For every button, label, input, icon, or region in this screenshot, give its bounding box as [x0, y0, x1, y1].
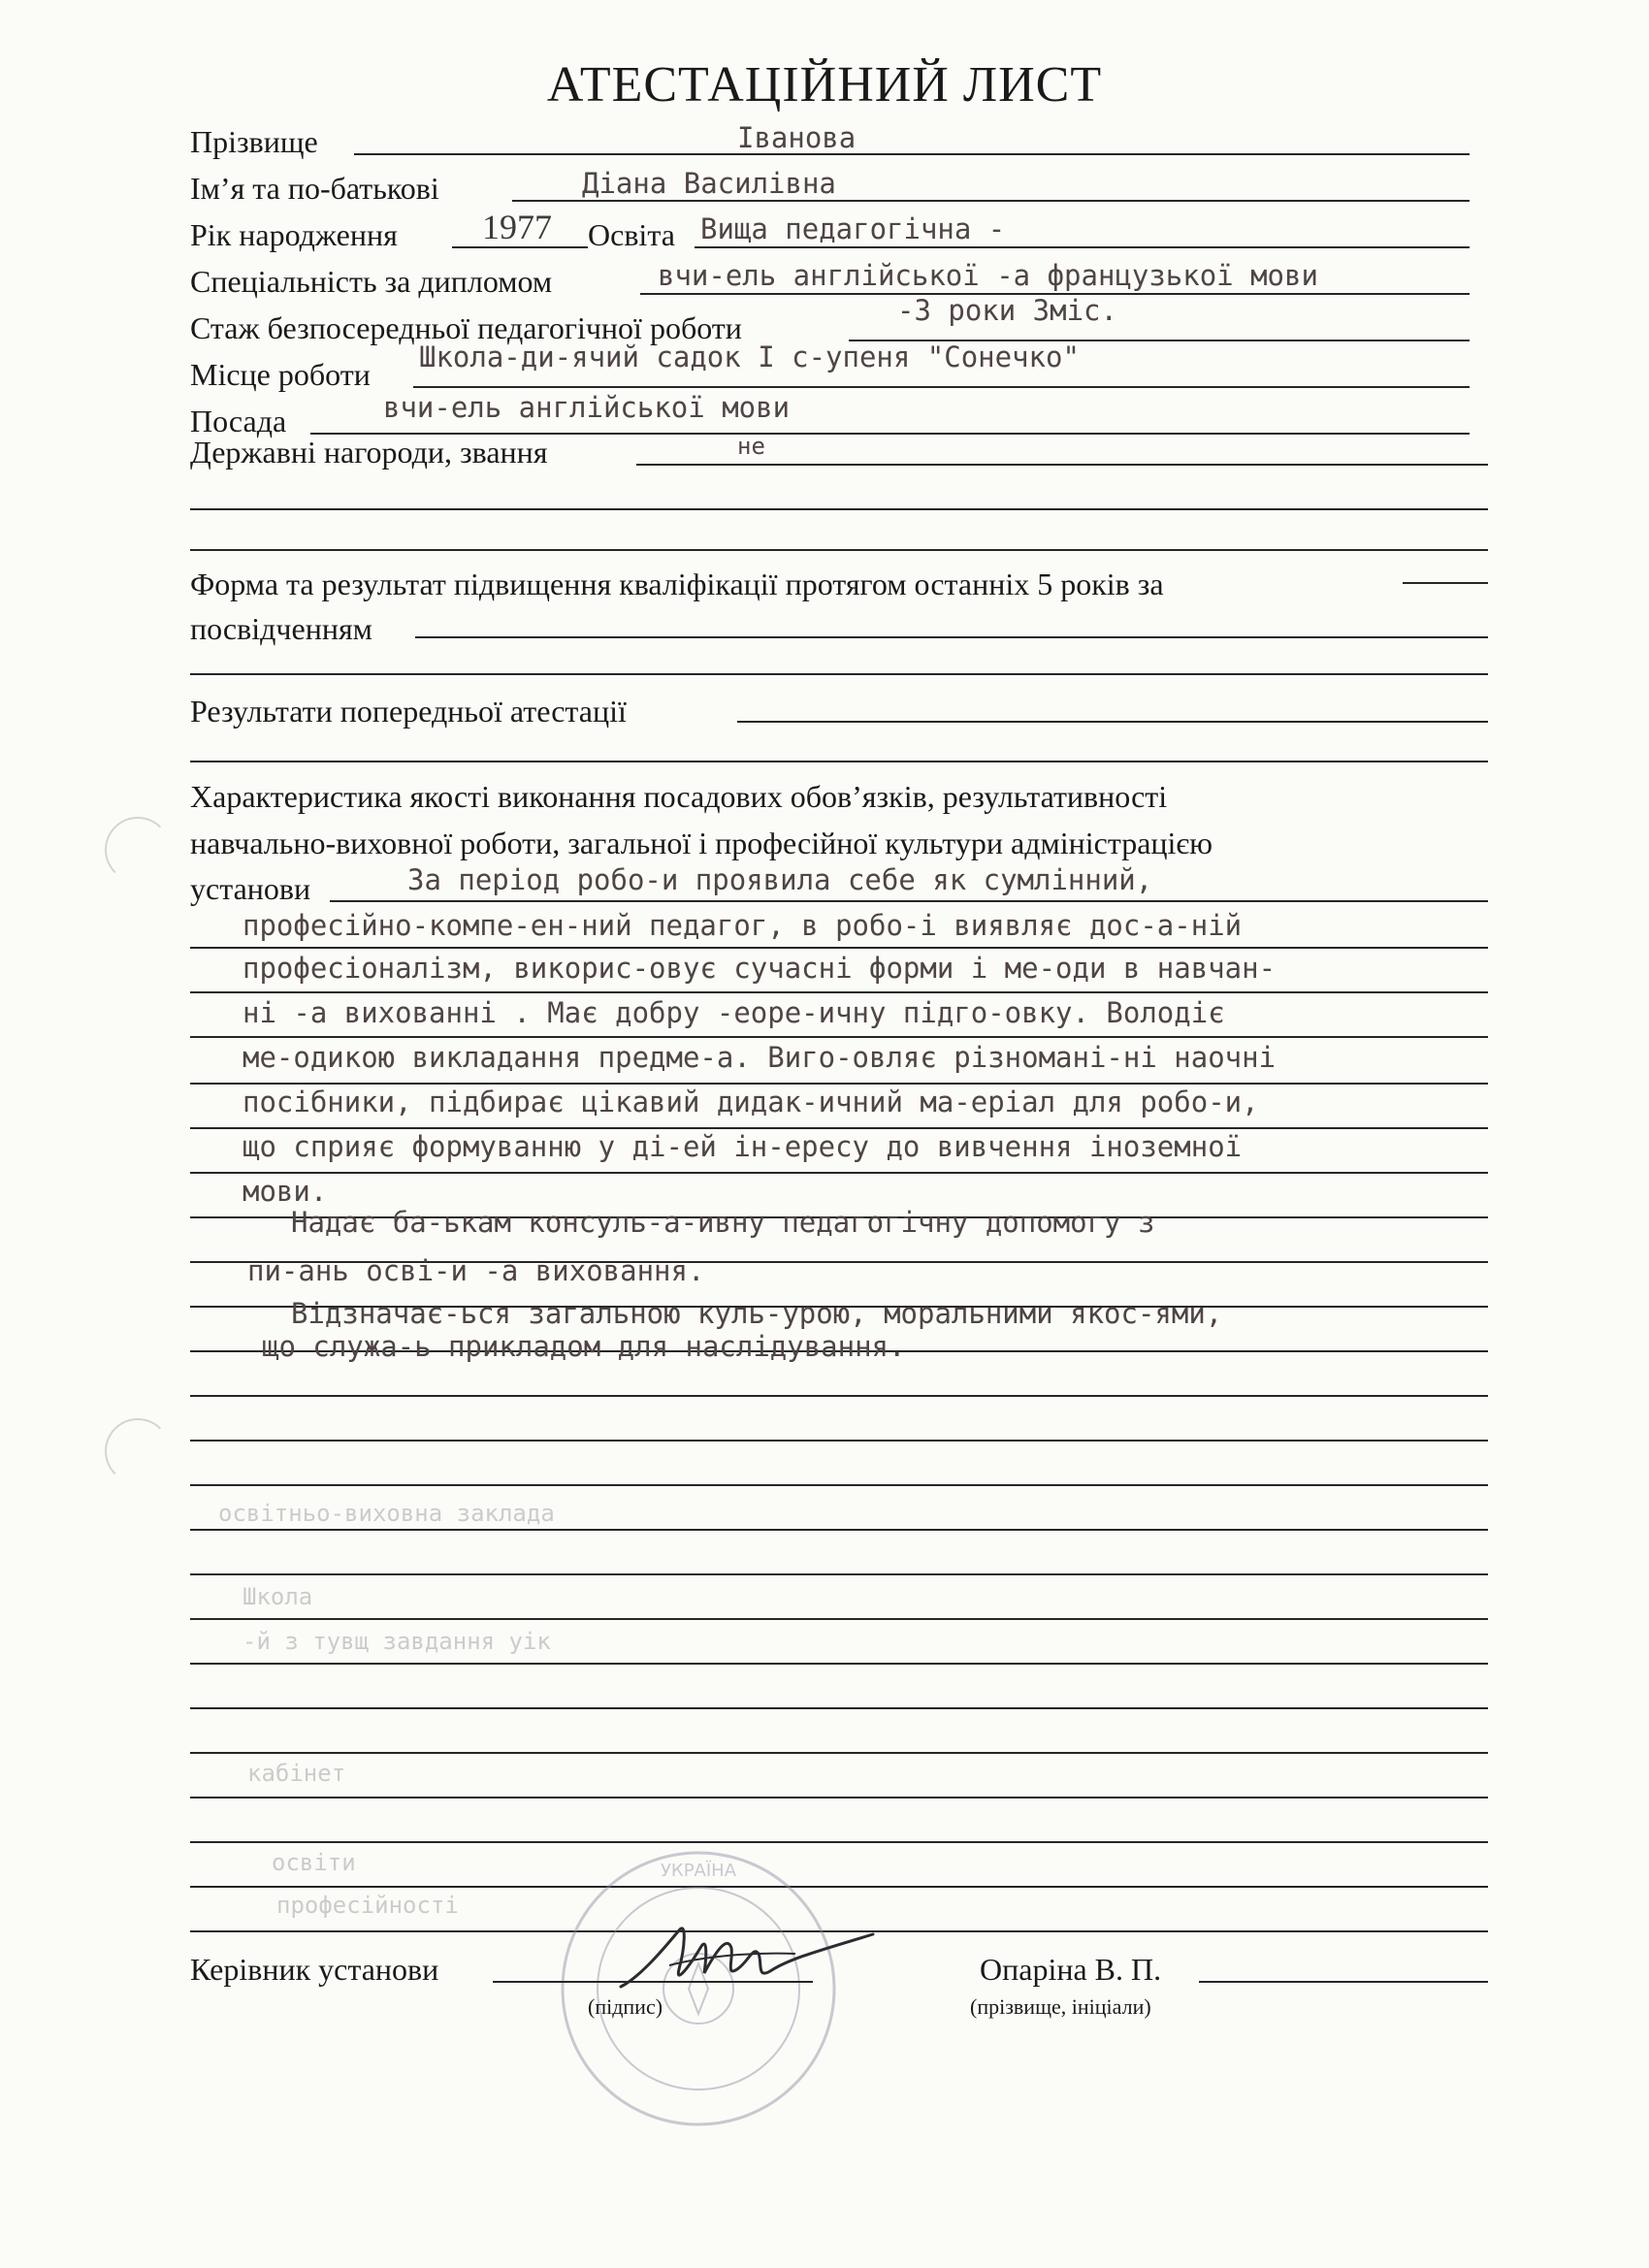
workplace-label: Місце роботи	[190, 357, 371, 392]
head-of-institution-label: Керівник установи	[190, 1952, 439, 1987]
characteristic-line	[190, 1440, 1488, 1442]
characteristic-line	[190, 1083, 1488, 1085]
experience-label: Стаж безпосередньої педагогічної роботи	[190, 310, 742, 345]
characteristic-text-line: Надає ба-ькам консуль-а-ивну педагогічну допомогу з	[291, 1206, 1155, 1239]
birth-year-value: 1977	[482, 208, 552, 246]
education-value: Вища педагогічна -	[700, 212, 1006, 245]
specialty-value: вчи-ель англійської -а французької мови	[658, 259, 1318, 292]
bleed-through-text: освіти	[272, 1849, 356, 1876]
name-caption: (прізвище, ініціали)	[970, 1994, 1151, 2019]
training-label: Форма та результат підвищення кваліфікації протягом останніх 5 років за	[190, 567, 1164, 601]
head-name: Опаріна В. П.	[980, 1952, 1162, 1987]
blank-line	[190, 549, 1488, 551]
punch-hole-mark	[105, 1418, 171, 1484]
punch-hole-mark	[105, 817, 171, 883]
characteristic-text-line: посібники, підбирає цікавий дидак-ичний ма-еріал для робо-и,	[242, 1085, 1259, 1118]
name-label: Ім’я та по-батькові	[190, 171, 439, 206]
characteristic-line	[190, 1036, 1488, 1038]
characteristic-text-line: ні -а вихованні . Має добру -еоре-ичну підго-овку. Володіє	[242, 996, 1225, 1029]
characteristic-text-line: пи-ань освi-и -а виховання.	[247, 1254, 705, 1287]
bleed-through-text: професійності	[276, 1892, 459, 1919]
bleed-through-text: освітньо-виховна заклада	[218, 1500, 555, 1527]
bleed-through-text: Школа	[242, 1583, 313, 1610]
characteristic-line	[190, 1127, 1488, 1129]
blank-line	[190, 673, 1488, 675]
characteristic-line	[190, 947, 1488, 949]
characteristic-label-cont: навчально-виховної роботи, загальної і професійної культури адміністрацією	[190, 826, 1213, 860]
document-title: АТЕСТАЦІЙНИЙ ЛИСТ	[546, 57, 1103, 113]
characteristic-line	[190, 1484, 1488, 1486]
position-value: вчи-ель англійської мови	[383, 391, 791, 424]
position-label: Посада	[190, 404, 287, 438]
prev-attestation-line	[737, 721, 1488, 723]
characteristic-text-line: що служа-ь прикладом для наслідування.	[262, 1330, 906, 1363]
characteristic-line	[190, 1618, 1488, 1620]
surname-value: Іванова	[737, 121, 857, 154]
awards-line	[636, 464, 1488, 466]
awards-label: Державні нагороди, звання	[190, 435, 548, 470]
characteristic-line	[190, 1797, 1488, 1798]
characteristic-text-line: що сприяє формуванню у ді-ей ін-ересу до вивчення іноземної	[242, 1130, 1243, 1163]
characteristic-line	[330, 900, 1488, 902]
birth-year-label: Рік народження	[190, 217, 398, 252]
handwritten-signature	[611, 1909, 883, 2016]
experience-value: -3 роки 3міс.	[897, 294, 1117, 327]
characteristic-line	[190, 1172, 1488, 1174]
characteristic-line	[190, 991, 1488, 993]
characteristic-line	[190, 1752, 1488, 1754]
birth-year-line	[452, 246, 588, 248]
education-line	[695, 246, 1470, 248]
characteristic-text-line: професіоналізм, викорис-овує сучасні форми і ме-оди в навчан-	[242, 952, 1277, 985]
characteristic-line	[190, 1707, 1488, 1709]
name-line	[1199, 1981, 1488, 1983]
characteristic-text-line: ме-одикою викладання предме-а. Виго-овляє різномані-ні наочні	[242, 1041, 1277, 1074]
stamp-text: УКРАЇНА	[660, 1861, 737, 1881]
characteristic-line	[190, 1573, 1488, 1575]
characteristic-text-line: мови.	[242, 1175, 328, 1208]
name-line	[512, 200, 1470, 202]
specialty-label: Спеціальність за дипломом	[190, 264, 553, 299]
training-label-cont: посвідченням	[190, 611, 372, 646]
characteristic-line	[190, 1529, 1488, 1531]
surname-label: Прізвище	[190, 124, 318, 159]
characteristic-label: Характеристика якості виконання посадових обов’язків, результативності	[190, 779, 1168, 814]
characteristic-text-line: Відзначає-ься загальною куль-урою, моральними якос-ями,	[291, 1297, 1223, 1330]
name-value: Діана Василівна	[582, 167, 836, 200]
characteristic-text-line: професійно-компе-ен-ний педагог, в робо-і виявляє дос-а-ній	[242, 909, 1243, 942]
blank-line	[190, 761, 1488, 762]
characteristic-line	[190, 1395, 1488, 1397]
training-line	[1403, 582, 1488, 584]
workplace-line	[413, 386, 1470, 388]
blank-line	[190, 508, 1488, 510]
bleed-through-text: -й з тувщ завдання уік	[242, 1628, 551, 1655]
characteristic-label-cont: установи	[190, 871, 311, 906]
awards-value: не	[737, 433, 765, 460]
prev-attestation-label: Результати попередньої атестації	[190, 694, 627, 729]
characteristic-text-line: За період робо-и проявила себе як сумлінний,	[407, 863, 1153, 896]
education-label: Освіта	[588, 217, 675, 252]
workplace-value: Школа-ди-ячий садок І с-упеня "Сонечко"	[419, 340, 1080, 373]
bleed-through-text: кабінет	[247, 1760, 346, 1787]
characteristic-line	[190, 1663, 1488, 1665]
signature-caption: (підпис)	[588, 1994, 663, 2019]
training-line	[415, 636, 1488, 638]
surname-line	[354, 153, 1470, 155]
